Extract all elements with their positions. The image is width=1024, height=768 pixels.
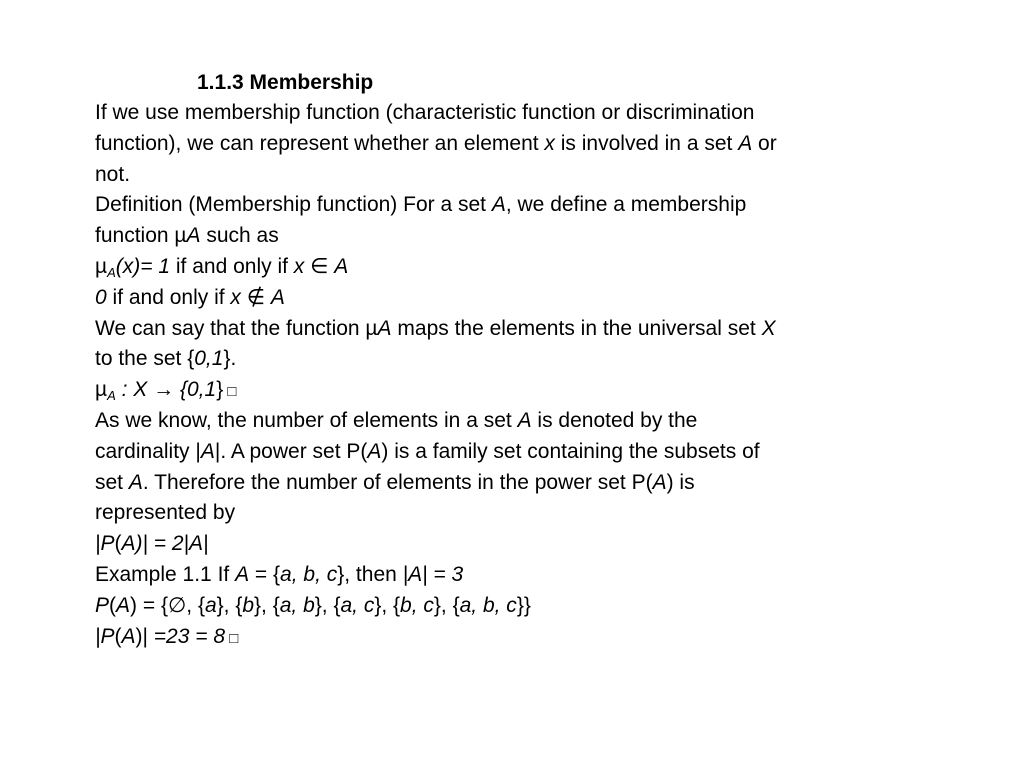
math-symbol: ∉ <box>240 285 271 309</box>
text-span: . Therefore the number of elements in the power set P( <box>142 470 653 494</box>
text-span: , we define a membership <box>505 193 747 217</box>
text-span: }, then <box>337 562 403 586</box>
text-line-8 <box>95 314 935 345</box>
text-span: If we use membership function (characteristic function or discrimination <box>95 101 755 124</box>
text-span: represented by <box>95 501 236 525</box>
math-expr: | <box>95 624 101 648</box>
text-span: is denoted by the <box>531 408 698 432</box>
text-span: ( <box>114 624 122 648</box>
text-line-6 <box>95 252 935 283</box>
text-line-16 <box>95 560 935 591</box>
math-var: A <box>186 224 201 248</box>
math-var: A <box>121 532 136 556</box>
body-text <box>95 98 935 652</box>
math-expr: (x)= 1 <box>115 254 171 278</box>
text-span: maps the elements in the universal set <box>391 316 762 340</box>
text-span: ) = { <box>130 593 168 617</box>
math-var: x <box>230 285 241 309</box>
text-span: cardinality | <box>95 439 201 463</box>
math-var: A <box>367 439 382 463</box>
math-var: A <box>128 470 143 494</box>
math-var: A <box>200 439 215 463</box>
text-line-7 <box>95 283 935 314</box>
text-line-9 <box>95 344 935 375</box>
text-span: , { <box>186 593 205 617</box>
end-box-icon: □ <box>225 629 239 647</box>
math-var: P <box>100 624 115 648</box>
text-span: = { <box>249 562 281 586</box>
text-span: set <box>95 470 129 494</box>
math-var: A <box>189 532 204 556</box>
math-var: X <box>761 316 776 340</box>
math-expr: |A| = 3 <box>402 562 464 586</box>
text-span: ( <box>109 593 117 617</box>
math-expr: a, c <box>340 593 375 617</box>
text-line-10 <box>95 375 935 406</box>
text-line-14 <box>95 498 935 529</box>
empty-set-symbol: ∅ <box>167 593 187 617</box>
text-span: }, { <box>314 593 341 617</box>
text-span: Example 1.1 If <box>95 562 236 586</box>
math-var: A <box>738 131 753 155</box>
text-span: µ <box>95 378 108 402</box>
math-var: P <box>95 593 110 617</box>
text-span: ( <box>114 532 122 556</box>
math-var: A <box>491 193 506 217</box>
math-var: A <box>377 316 392 340</box>
text-span: We can say that the function µ <box>95 316 378 340</box>
text-line-5 <box>95 221 935 252</box>
math-expr: a, b <box>279 593 315 617</box>
text-span: µ <box>95 254 108 278</box>
text-span: if and only if <box>170 254 294 278</box>
math-var: A <box>652 470 667 494</box>
text-line-1 <box>95 98 935 129</box>
text-span: |. A power set P( <box>214 439 368 463</box>
text-span: if and only if <box>106 285 231 309</box>
text-span: to the set { <box>95 347 195 371</box>
math-expr: 0 <box>95 285 107 309</box>
math-expr: | <box>95 532 101 556</box>
math-var: P <box>100 532 115 556</box>
math-var: a <box>204 593 217 617</box>
text-span: function µ <box>95 224 187 248</box>
math-expr: | <box>203 532 209 556</box>
math-var: A <box>121 624 136 648</box>
math-subscript: A <box>107 264 116 280</box>
text-line-18 <box>95 622 935 653</box>
math-expr: b, c <box>400 593 434 617</box>
text-span: }. <box>223 347 237 371</box>
end-box-icon: □ <box>223 383 237 401</box>
math-expr: : X → { <box>115 378 187 402</box>
text-span: As we know, the number of elements in a set <box>95 408 518 432</box>
text-span: or <box>752 131 777 155</box>
math-var: A <box>116 593 131 617</box>
math-var: A <box>235 562 250 586</box>
math-var: A <box>270 285 285 309</box>
text-span: not. <box>95 162 131 186</box>
text-span: ) is a family set containing the subsets of <box>381 439 760 463</box>
text-line-4 <box>95 190 935 221</box>
text-span: } <box>216 378 224 402</box>
text-span: )| <box>135 624 154 648</box>
math-expr: 0,1 <box>194 347 224 371</box>
text-span: such as <box>200 224 279 248</box>
text-span: }, { <box>374 593 401 617</box>
text-line-17 <box>95 591 935 622</box>
text-line-11 <box>95 406 935 437</box>
text-span: }, { <box>433 593 460 617</box>
text-span: }} <box>516 593 531 617</box>
math-var: b <box>242 593 255 617</box>
math-expr: )| = 2| <box>135 532 190 556</box>
text-line-15 <box>95 529 935 560</box>
math-expr: 0,1 <box>186 378 217 402</box>
math-var: x <box>293 254 305 278</box>
text-span: }, { <box>216 593 243 617</box>
math-expr: a, b, c <box>280 562 338 586</box>
math-expr: a, b, c <box>459 593 517 617</box>
math-var: A <box>334 254 349 278</box>
section-heading: 1.1.3 Membership <box>197 71 374 94</box>
math-symbol: ∈ <box>304 254 335 278</box>
math-var: A <box>517 408 532 432</box>
text-span: function), we can represent whether an element <box>95 131 545 155</box>
math-subscript: A <box>107 388 116 404</box>
math-var: x <box>544 131 555 155</box>
text-span: Definition (Membership function) For a set <box>95 193 492 217</box>
text-span: is involved in a set <box>554 131 739 155</box>
text-span: ) is <box>666 470 695 494</box>
text-span: }, { <box>254 593 280 617</box>
text-line-3 <box>95 160 935 191</box>
text-line-13 <box>95 468 935 499</box>
math-expr: =23 = 8 <box>153 624 226 648</box>
text-line-12 <box>95 437 935 468</box>
text-line-2 <box>95 129 935 160</box>
